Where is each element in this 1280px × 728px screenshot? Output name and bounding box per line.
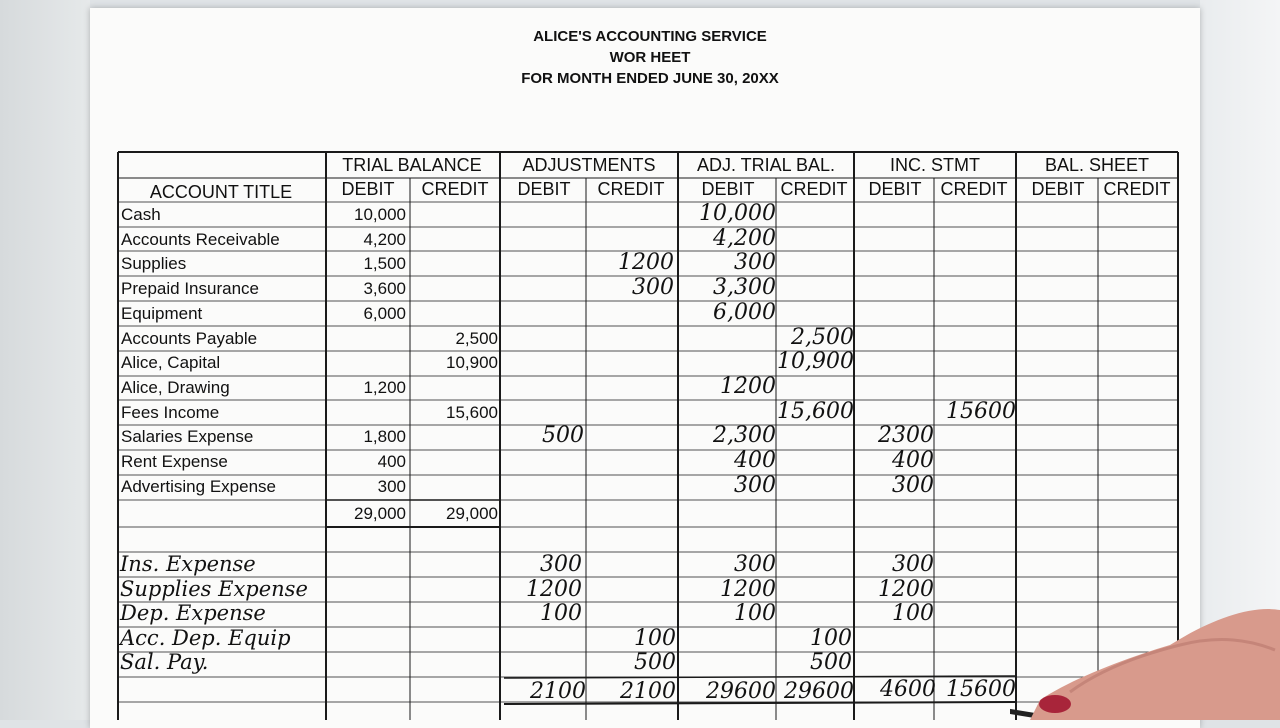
atb-total-debit: 29600: [706, 679, 776, 704]
adj-total-debit: 2100: [530, 679, 586, 704]
adj-dr-cell: 300: [540, 552, 582, 577]
inc-dr-cell: 400: [892, 448, 934, 473]
atb-cr-cell: 15,600: [777, 398, 854, 424]
adj-debit-header: DEBIT: [517, 179, 571, 199]
atb-dr-cell: 1200: [720, 373, 776, 399]
inc-debit-header: DEBIT: [868, 179, 922, 199]
tb-dr-cell: 400: [377, 452, 406, 471]
group-balance-sheet: BAL. SHEET: [1044, 155, 1150, 175]
tb-dr-cell: 300: [377, 476, 406, 496]
atb-cr-cell: 100: [810, 625, 852, 651]
inc-dr-cell: 300: [892, 552, 934, 577]
inc-dr-cell: 100: [892, 601, 934, 626]
atb-cr-cell: 500: [810, 650, 852, 675]
adj-dr-cell: 100: [540, 601, 582, 626]
handwritten-account-title: Supplies Expense: [120, 576, 308, 601]
tb-dr-cell: 1,800: [363, 427, 406, 447]
group-adj-trial-balance: ADJ. TRIAL BAL.: [696, 155, 836, 175]
handwritten-account-title: Ins. Expense: [120, 552, 256, 576]
adj-dr-cell: 500: [542, 423, 584, 449]
group-income-statement: INC. STMT: [890, 155, 980, 175]
tb-dr-cell: 1,500: [363, 254, 406, 274]
atb-cr-cell: 10,900: [777, 349, 854, 375]
tb-dr-cell: 3,600: [363, 279, 406, 299]
tb-cr-cell: 10,900: [446, 353, 498, 373]
account-title: Equipment: [121, 303, 203, 323]
atb-dr-cell: 1200: [720, 576, 776, 602]
bs-debit-header: DEBIT: [1031, 179, 1085, 199]
inc-dr-cell: 300: [892, 472, 934, 498]
adj-cr-cell: 1200: [618, 250, 674, 276]
inc-total-debit: 4600: [880, 677, 936, 702]
atb-dr-cell: 300: [734, 250, 776, 276]
tb-dr-cell: 6,000: [363, 303, 406, 323]
tb-dr-cell: 1,200: [363, 377, 406, 397]
handwritten-account-title: Dep. Expense: [120, 601, 266, 625]
account-title: Alice, Capital: [121, 353, 221, 373]
adj-cr-cell: 500: [634, 650, 676, 675]
tb-credit-header: CREDIT: [421, 179, 489, 199]
inc-total-credit: 15600: [946, 677, 1016, 702]
atb-dr-cell: 10,000: [699, 201, 776, 226]
account-title: Alice, Drawing: [121, 377, 230, 397]
adj-credit-header: CREDIT: [597, 179, 665, 199]
company-name: ALICE'S ACCOUNTING SERVICE: [533, 28, 767, 45]
atb-dr-cell: 300: [734, 472, 776, 498]
account-title: Accounts Receivable: [121, 229, 280, 249]
atb-dr-cell: 2,300: [713, 423, 776, 449]
bs-credit-header: CREDIT: [1103, 179, 1171, 199]
account-title: Accounts Payable: [121, 328, 258, 348]
inc-dr-cell: 2300: [878, 423, 934, 449]
account-title: Rent Expense: [121, 452, 228, 471]
adj-cr-cell: 100: [634, 625, 676, 651]
atb-dr-cell: 4,200: [713, 225, 776, 251]
adj-cr-cell: 300: [632, 275, 674, 301]
inc-cr-cell: 15600: [946, 398, 1016, 424]
group-adjustments: ADJUSTMENTS: [522, 155, 656, 175]
account-title: Advertising Expense: [121, 476, 276, 496]
tb-total-debit: 29,000: [354, 504, 406, 523]
tb-dr-cell: 4,200: [363, 229, 406, 249]
atb-dr-cell: 300: [734, 552, 776, 577]
document-title: WOR HEET: [609, 49, 691, 66]
account-title: Cash: [121, 205, 161, 224]
handwritten-account-title: Acc. Dep. Equip: [120, 625, 291, 650]
adj-dr-cell: 1200: [526, 576, 582, 602]
account-title-header: ACCOUNT TITLE: [149, 182, 293, 202]
inc-credit-header: CREDIT: [940, 179, 1008, 199]
atb-total-credit: 29600: [784, 679, 854, 704]
period-line: FOR MONTH ENDED JUNE 30, 20XX: [521, 70, 779, 87]
account-title: Salaries Expense: [121, 427, 254, 447]
atb-dr-cell: 6,000: [713, 299, 776, 325]
hand-with-pen-illustration: [1010, 600, 1280, 720]
adj-total-credit: 2100: [620, 679, 676, 704]
atb-dr-cell: 3,300: [713, 275, 776, 301]
tb-cr-cell: 2,500: [455, 328, 498, 348]
account-title: Prepaid Insurance: [121, 279, 259, 299]
atb-dr-cell: 400: [734, 448, 776, 473]
account-title: Fees Income: [121, 402, 220, 422]
atb-cr-cell: 2,500: [791, 324, 854, 350]
inc-dr-cell: 1200: [878, 576, 934, 602]
tb-cr-cell: 15,600: [446, 402, 498, 422]
tb-dr-cell: 10,000: [354, 205, 406, 224]
tb-debit-header: DEBIT: [341, 179, 395, 199]
atb-credit-header: CREDIT: [780, 179, 848, 199]
handwritten-account-title: Sal. Pay.: [120, 650, 209, 674]
group-trial-balance: TRIAL BALANCE: [342, 155, 482, 175]
atb-debit-header: DEBIT: [701, 179, 755, 199]
atb-dr-cell: 100: [734, 601, 776, 626]
account-title: Supplies: [121, 254, 187, 274]
tb-total-credit: 29,000: [446, 504, 498, 523]
